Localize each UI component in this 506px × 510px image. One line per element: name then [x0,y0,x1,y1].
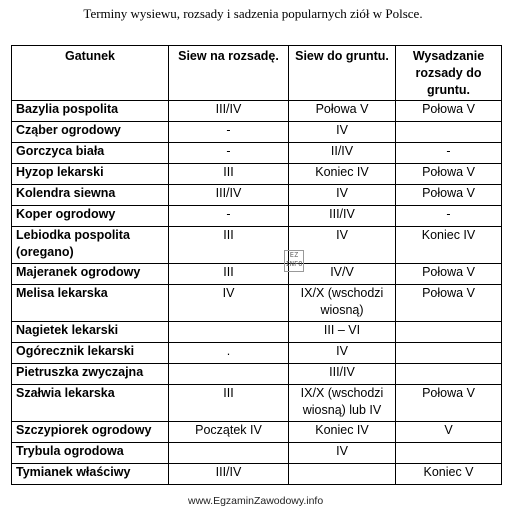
wysadzanie-cell: Koniec IV [396,227,502,264]
siew-grunt-cell: IV/V [289,264,396,285]
siew-rozsada-cell: . [169,343,289,364]
header-siew-na-rozsade: Siew na rozsadę. [169,46,289,101]
species-cell: Tymianek właściwy [12,464,169,485]
siew-rozsada-cell [169,364,289,385]
table-row [12,464,502,485]
header-siew-do-gruntu: Siew do gruntu. [289,46,396,101]
siew-rozsada-cell: III [169,227,289,264]
siew-grunt-cell: III/IV [289,364,396,385]
siew-grunt-cell [289,464,396,485]
species-cell: Kolendra siewna [12,185,169,206]
species-cell: Pietruszka zwyczajna [12,364,169,385]
siew-grunt-cell: II/IV [289,143,396,164]
table-row [12,385,502,422]
wysadzanie-cell: Połowa V [396,185,502,206]
table-row [12,122,502,143]
table-row [12,227,502,264]
species-cell: Lebiodka pospolita (oregano) [12,227,169,264]
table-row [12,143,502,164]
siew-grunt-cell: Połowa V [289,101,396,122]
wysadzanie-cell [396,343,502,364]
wysadzanie-cell: Połowa V [396,164,502,185]
herb-schedule-table [11,45,502,485]
table-row [12,264,502,285]
wysadzanie-cell: - [396,143,502,164]
table-row [12,285,502,322]
siew-rozsada-cell: III [169,385,289,422]
wysadzanie-cell [396,443,502,464]
wysadzanie-cell: Połowa V [396,385,502,422]
wysadzanie-cell [396,322,502,343]
table-row [12,322,502,343]
siew-rozsada-cell: Początek IV [169,422,289,443]
species-cell: Szczypiorek ogrodowy [12,422,169,443]
table-header-row [12,46,502,101]
siew-rozsada-cell [169,322,289,343]
footer-url: www.EgzaminZawodowy.info [188,495,324,507]
table-row [12,101,502,122]
siew-grunt-cell: IV [289,227,396,264]
siew-rozsada-cell: III/IV [169,464,289,485]
siew-rozsada-cell: III [169,264,289,285]
wysadzanie-cell: V [396,422,502,443]
siew-grunt-cell: III – VI [289,322,396,343]
species-cell: Szałwia lekarska [12,385,169,422]
siew-grunt-cell: IX/X (wschodzi wiosną) [289,285,396,322]
watermark-logo: EZ INFO [284,250,304,272]
table-row [12,364,502,385]
species-cell: Melisa lekarska [12,285,169,322]
species-cell: Ogórecznik lekarski [12,343,169,364]
siew-rozsada-cell: IV [169,285,289,322]
siew-grunt-cell: IV [289,185,396,206]
table-row [12,343,502,364]
table-row [12,185,502,206]
header-gatunek: Gatunek [12,46,169,101]
siew-rozsada-cell: - [169,206,289,227]
siew-rozsada-cell: III [169,164,289,185]
table-row [12,206,502,227]
wysadzanie-cell [396,364,502,385]
wysadzanie-cell: - [396,206,502,227]
siew-grunt-cell: III/IV [289,206,396,227]
siew-rozsada-cell: III/IV [169,185,289,206]
siew-rozsada-cell: - [169,122,289,143]
species-cell: Trybula ogrodowa [12,443,169,464]
species-cell: Majeranek ogrodowy [12,264,169,285]
table-row [12,443,502,464]
wysadzanie-cell: Koniec V [396,464,502,485]
wysadzanie-cell: Połowa V [396,264,502,285]
siew-grunt-cell: Koniec IV [289,422,396,443]
wysadzanie-cell: Połowa V [396,101,502,122]
siew-grunt-cell: IV [289,343,396,364]
species-cell: Hyzop lekarski [12,164,169,185]
species-cell: Koper ogrodowy [12,206,169,227]
table-row [12,422,502,443]
document-title: Terminy wysiewu, rozsady i sadzenia popularnych ziół w Polsce. [83,6,423,21]
siew-grunt-cell: IV [289,443,396,464]
siew-rozsada-cell: III/IV [169,101,289,122]
species-cell: Gorczyca biała [12,143,169,164]
table-row [12,164,502,185]
species-cell: Bazylia pospolita [12,101,169,122]
siew-grunt-cell: IX/X (wschodzi wiosną) lub IV [289,385,396,422]
siew-rozsada-cell [169,443,289,464]
header-wysadzanie: Wysadzanie rozsady do gruntu. [396,46,502,101]
species-cell: Cząber ogrodowy [12,122,169,143]
species-cell: Nagietek lekarski [12,322,169,343]
wysadzanie-cell [396,122,502,143]
siew-grunt-cell: IV [289,122,396,143]
siew-grunt-cell: Koniec IV [289,164,396,185]
siew-rozsada-cell: - [169,143,289,164]
wysadzanie-cell: Połowa V [396,285,502,322]
